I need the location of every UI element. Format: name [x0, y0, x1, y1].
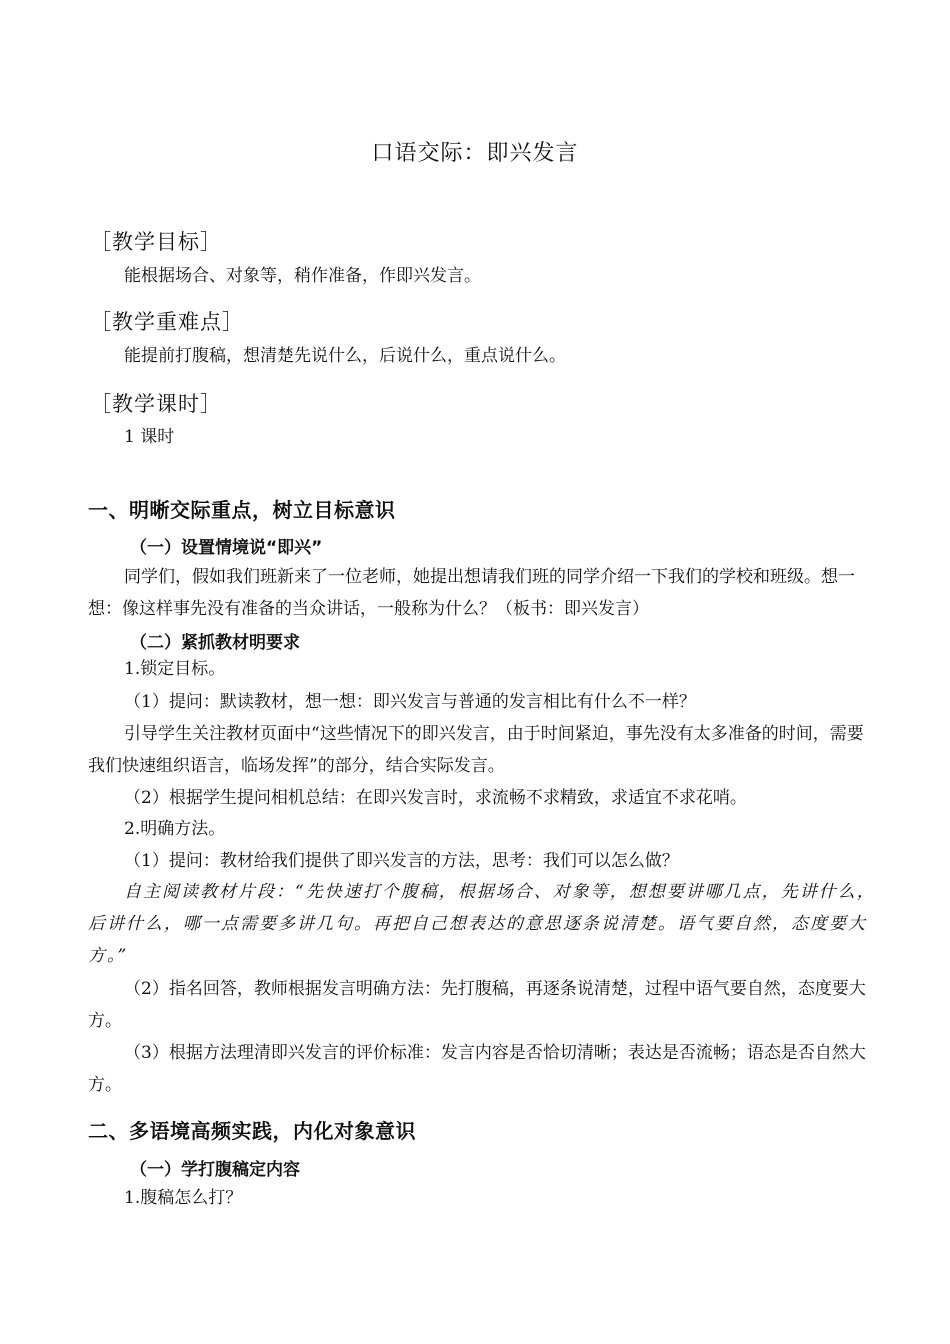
section1-heading: 一、明晰交际重点，树立目标意识	[88, 498, 396, 522]
key-points-text: 能提前打腹稿，想清楚先说什么，后说什么，重点说什么。	[124, 346, 566, 366]
section2-sub1-heading: （一）学打腹稿定内容	[130, 1160, 300, 1180]
item2-question1: （1）提问：教材给我们提供了即兴发言的方法，思考：我们可以怎么做？	[124, 851, 679, 871]
key-points-heading: ［教学重难点］	[90, 310, 244, 334]
item1-guide: 引导学生关注教材页面中“这些情况下的即兴发言，由于时间紧迫，事先没有太多准备的时间，需要我们快速组织语言，临场发挥”的部分，结合实际发言。	[88, 724, 864, 776]
item1-question1: （1）提问：默读教材，想一想：即兴发言与普通的发言相比有什么不一样？	[124, 692, 696, 712]
item2-label: 2.明确方法。	[124, 819, 226, 839]
item2-quote: 自主阅读教材片段：“先快速打个腹稿，根据场合、对象等，想想要讲哪几点，先讲什么，后讲什么，哪一点需要多讲几句。再把自己想表达的意思逐条说清楚。语气要自然，态度要大方。”	[88, 882, 876, 966]
section1-sub1-paragraph: 同学们，假如我们班新来了一位老师，她提出想请我们班的同学介绍一下我们的学校和班级。想一想：像这样事先没有准备的当众讲话，一般称为什么？（板书：即兴发言）	[88, 567, 855, 619]
objectives-text: 能根据场合、对象等，稍作准备，作即兴发言。	[124, 266, 481, 286]
section2-item1: 1.腹稿怎么打？	[124, 1188, 243, 1208]
item2-question3: （3）根据方法理清即兴发言的评价标准：发言内容是否恰切清晰；表达是否流畅；语态是否自然大方。	[88, 1043, 866, 1095]
class-hours-heading: ［教学课时］	[90, 392, 222, 416]
section2-heading: 二、多语境高频实践，内化对象意识	[88, 1119, 416, 1143]
item1-label: 1.锁定目标。	[124, 659, 226, 679]
document-title: 口语交际：即兴发言	[371, 141, 579, 166]
item1-question2: （2）根据学生提问相机总结：在即兴发言时，求流畅不求精致，求适宜不求花哨。	[124, 788, 747, 808]
item2-question2: （2）指名回答，教师根据发言明确方法：先打腹稿，再逐条说清楚，过程中语气要自然，态度要大方。	[88, 979, 866, 1031]
section1-sub1-heading: （一）设置情境说“即兴”	[130, 538, 323, 558]
section1-sub2-heading: （二）紧抓教材明要求	[130, 633, 300, 653]
objectives-heading: ［教学目标］	[90, 230, 222, 254]
class-hours-text: 1 课时	[124, 427, 175, 447]
